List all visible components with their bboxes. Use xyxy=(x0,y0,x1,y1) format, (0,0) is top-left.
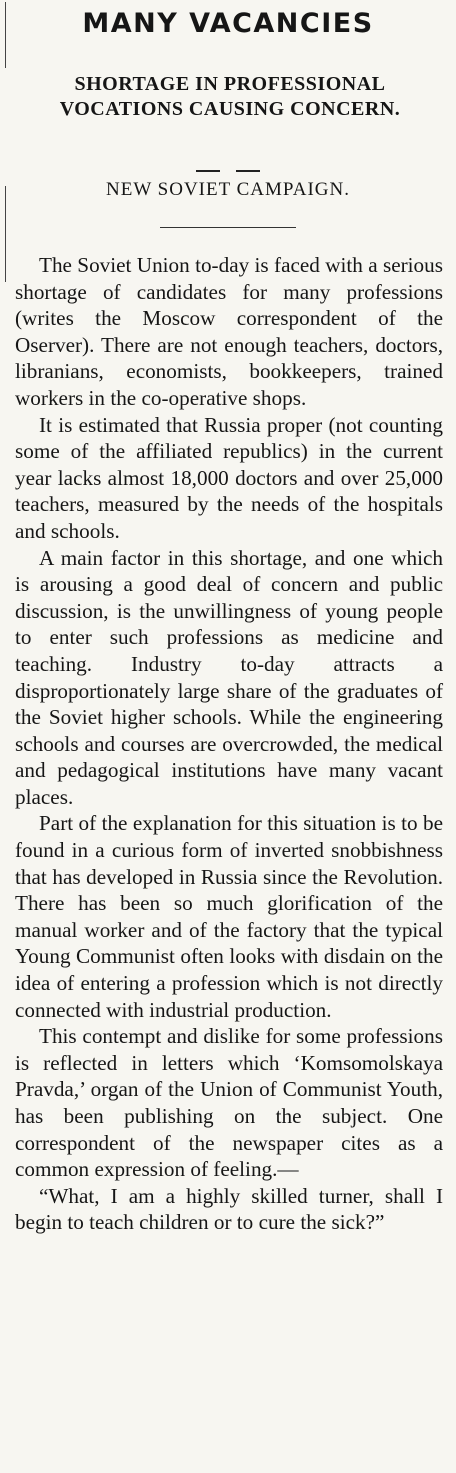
paragraph: Part of the explanation for this situation is to be found in a curious form of inverted snobbishness that has developed in Russia since the Revolution. There has been so much glorification of the manual worker and of the factory that the typical Young Communist often looks with disdain on the idea of entering a profession which is not directly connected with industrial production. xyxy=(15,811,443,1022)
second-heading: NEW SOVIET CAMPAIGN. xyxy=(106,179,350,200)
divider xyxy=(236,170,260,172)
article-body xyxy=(15,252,443,1236)
divider xyxy=(160,227,296,228)
headline: MANY VACANCIES xyxy=(82,8,374,39)
paragraph: It is estimated that Russia proper (not counting some of the affiliated republics) in the current year lacks almost 18,000 doctors and over 25,000 teachers, measured by the needs of the hospitals and schools. xyxy=(15,412,443,543)
paragraph: This contempt and dislike for some professions is reflected in letters which ‘Komsomolskaya Pravda,’ organ of the Union of Communist Youth, has been publishing on the subject. One correspondent of the newspaper cites as a common expression of feeling.— xyxy=(15,1024,443,1182)
paragraph: A main factor in this shortage, and one which is arousing a good deal of concern and public discussion, is the unwillingness of young people to enter such professions as medicine and teaching. Industry to-day attracts a disproportionately large share of the graduates of the Soviet higher schools. While the engineering schools and courses are overcrowded, the medical and pedagogical institutions have many vacant places. xyxy=(15,545,443,809)
divider xyxy=(196,170,220,172)
paragraph: The Soviet Union to-day is faced with a serious shortage of candidates for many professions (writes the Moscow correspondent of the Oserver). There are not enough teachers, doctors, libranians, economists, bookkeepers, trained workers in the co-operative shops. xyxy=(15,253,443,410)
paragraph: “What, I am a highly skilled turner, shall I begin to teach children or to cure the sick?” xyxy=(15,1183,443,1235)
subheadline: SHORTAGE IN PROFESSIONAL VOCATIONS CAUSING CONCERN. xyxy=(59,73,401,120)
